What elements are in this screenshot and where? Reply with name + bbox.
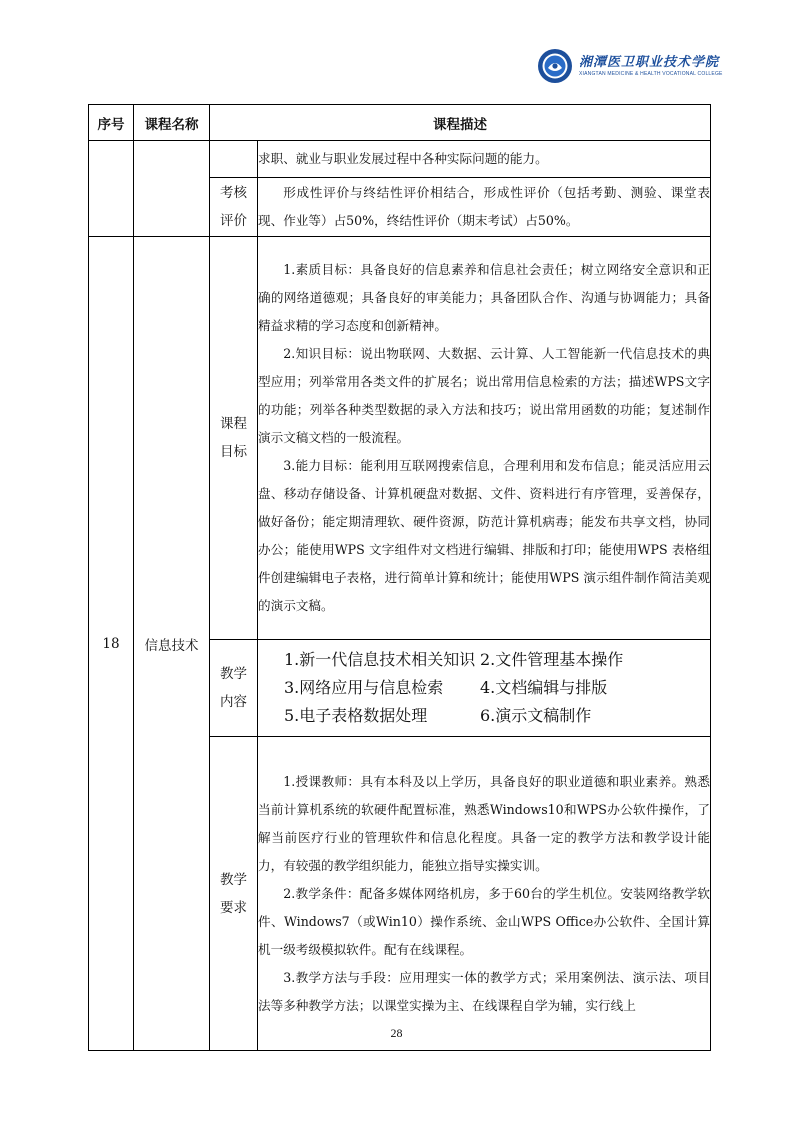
- college-emblem-icon: [537, 48, 573, 84]
- college-logo: [537, 44, 737, 88]
- content-item: 6.演示文稿制作: [480, 706, 592, 725]
- college-name-en: XIANGTAN MEDICINE & HEALTH VOCATIONAL COLLEGE: [579, 70, 723, 77]
- content-item: 2.文件管理基本操作: [480, 650, 624, 669]
- prev-name-cell: [134, 141, 210, 237]
- content-label: 教学内容: [210, 640, 258, 737]
- course-name: 信息技术: [134, 237, 210, 1051]
- requirement-conditions: 2.教学条件：配备多媒体网络机房，多于60台的学生机位。安装网络教学软件、Windows7（或Win10）操作系统、金山WPS Office办公软件、全国计算机一级考级模拟软件。配有在线课程。: [258, 885, 710, 957]
- header-course-name: 课程名称: [134, 105, 210, 141]
- objective-knowledge: 2.知识目标：说出物联网、大数据、云计算、人工智能新一代信息技术的典型应用；列举常用各类文件的扩展名；说出常用信息检索的方法；描述WPS文字的功能；列举各种类型数据的录入方法和技巧；说出常用函数的功能；复述制作演示文稿文档的一般流程。: [258, 346, 710, 445]
- course-number: 18: [89, 237, 134, 1051]
- header-course-description: 课程描述: [210, 105, 711, 141]
- course-table: [88, 104, 711, 1051]
- content-item: 1.新一代信息技术相关知识: [284, 650, 476, 669]
- objectives-text: [258, 237, 711, 640]
- requirements-text: [258, 737, 711, 1051]
- requirement-methods: 3.教学方法与手段：应用理实一体的教学方式；采用案例法、演示法、项目法等多种教学方法；以课堂实操为主、在线课程自学为辅，实行线上: [258, 969, 710, 1013]
- college-name-cn: 湘潭医卫职业技术学院: [579, 54, 720, 70]
- requirement-teacher: 1.授课教师：具有本科及以上学历，具备良好的职业道德和职业素养。熟悉当前计算机系统的软硬件配置标准，熟悉Windows10和WPS办公软件操作，了解当前医疗行业的管理软件和信息化程度。具备一定的教学方法和教学设计能力，有较强的教学组织能力，能独立指导实操实训。: [258, 773, 710, 873]
- objective-ability: 3.能力目标：能利用互联网搜索信息，合理利用和发布信息；能灵活应用云盘、移动存储设备、计算机硬盘对数据、文件、资料进行有序管理，妥善保存，做好备份；能定期清理软、硬件资源，防范计算机病毒；能发布共享文档，协同办公；能使用WPS 文字组件对文档进行编辑、排版和打印；能使用WPS 表格组件创建编辑电子表格，进行简单计算和统计；能使用WPS 演示组件制作简洁美观的演示文稿。: [258, 458, 710, 613]
- content-item: 3.网络应用与信息检索: [284, 678, 444, 697]
- prev-label-cell: [210, 141, 258, 178]
- objective-quality: 1.素质目标：具备良好的信息素养和信息社会责任；树立网络安全意识和正确的网络道德观；具备良好的审美能力；具备团队合作、沟通与协调能力；具备精益求精的学习态度和创新精神。: [258, 262, 710, 333]
- content-list: [258, 640, 711, 737]
- table-header-row: [89, 105, 711, 141]
- course-objectives-row: [89, 237, 711, 640]
- content-item: 4.文档编辑与排版: [480, 678, 608, 697]
- page-number: 28: [390, 1026, 403, 1040]
- requirements-label: 教学要求: [210, 737, 258, 1051]
- prev-continuation-row: [89, 141, 711, 178]
- prev-number-cell: [89, 141, 134, 237]
- prev-continuation-text: 求职、就业与职业发展过程中各种实际问题的能力。: [258, 141, 711, 178]
- content-item: 5.电子表格数据处理: [284, 706, 428, 725]
- header-number: 序号: [89, 105, 134, 141]
- objectives-label: 课程目标: [210, 237, 258, 640]
- assessment-text: 形成性评价与终结性评价相结合，形成性评价（包括考勤、测验、课堂表现、作业等）占50%，终结性评价（期末考试）占50%。: [258, 178, 711, 237]
- assessment-label: 考核评价: [210, 178, 258, 237]
